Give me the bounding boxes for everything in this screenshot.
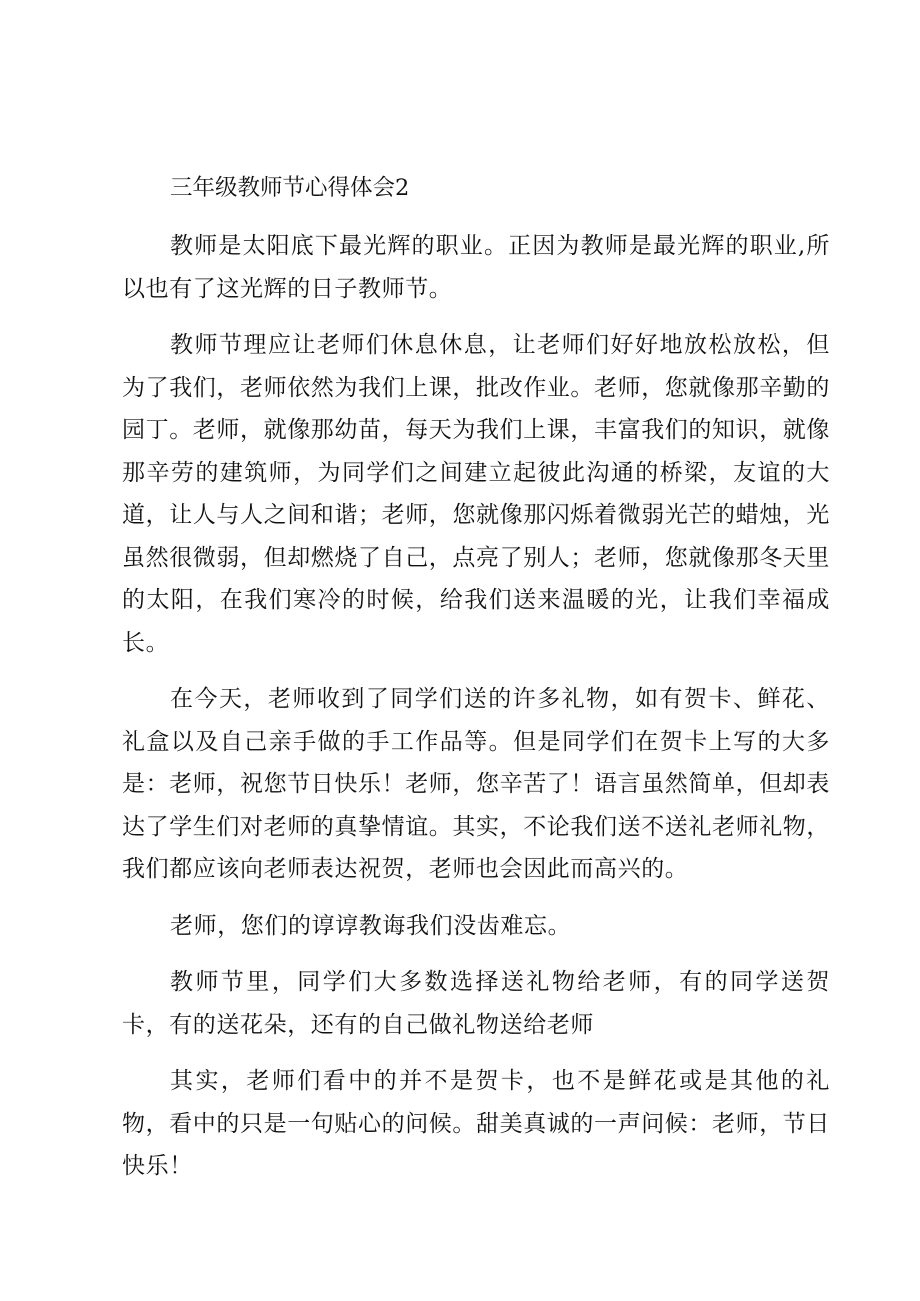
paragraph-5: 教师节里，同学们大多数选择送礼物给老师，有的同学送贺卡，有的送花朵，还有的自己做礼物送给老师 — [122, 969, 830, 1038]
paragraph-1: 教师是太阳底下最光辉的职业。正因为教师是最光辉的职业,所以也有了这光辉的日子教师节。 — [122, 233, 830, 302]
document-title: 三年级教师节心得体会2 — [170, 175, 410, 201]
paragraph-3: 在今天，老师收到了同学们送的许多礼物，如有贺卡、鲜花、礼盒以及自己亲手做的手工作品等。但是同学们在贺卡上写的大多是：老师，祝您节日快乐！老师，您辛苦了！语言虽然简单，但却表达了学生们对老师的真挚情谊。其实，不论我们送不送礼老师礼物，我们都应该向老师表达祝贺，老师也会因此而高兴的。 — [122, 686, 830, 882]
paragraph-4: 老师，您们的谆谆教诲我们没齿难忘。 — [170, 912, 572, 939]
paragraph-6: 其实，老师们看中的并不是贺卡，也不是鲜花或是其他的礼物，看中的只是一句贴心的问候。甜美真诚的一声问候：老师，节日快乐！ — [122, 1068, 830, 1179]
document-body — [122, 168, 830, 1202]
paragraph-2: 教师节理应让老师们休息休息，让老师们好好地放松放松，但为了我们，老师依然为我们上课，批改作业。老师，您就像那辛勤的园丁。老师，就像那幼苗，每天为我们上课，丰富我们的知识，就像那辛劳的建筑师，为同学们之间建立起彼此沟通的桥梁，友谊的大道，让人与人之间和谐；老师，您就像那闪烁着微弱光芒的蜡烛，光虽然很微弱，但却燃烧了自己，点亮了别人；老师，您就像那冬天里的太阳，在我们寒冷的时候，给我们送来温暖的光，让我们幸福成长。 — [122, 332, 830, 656]
